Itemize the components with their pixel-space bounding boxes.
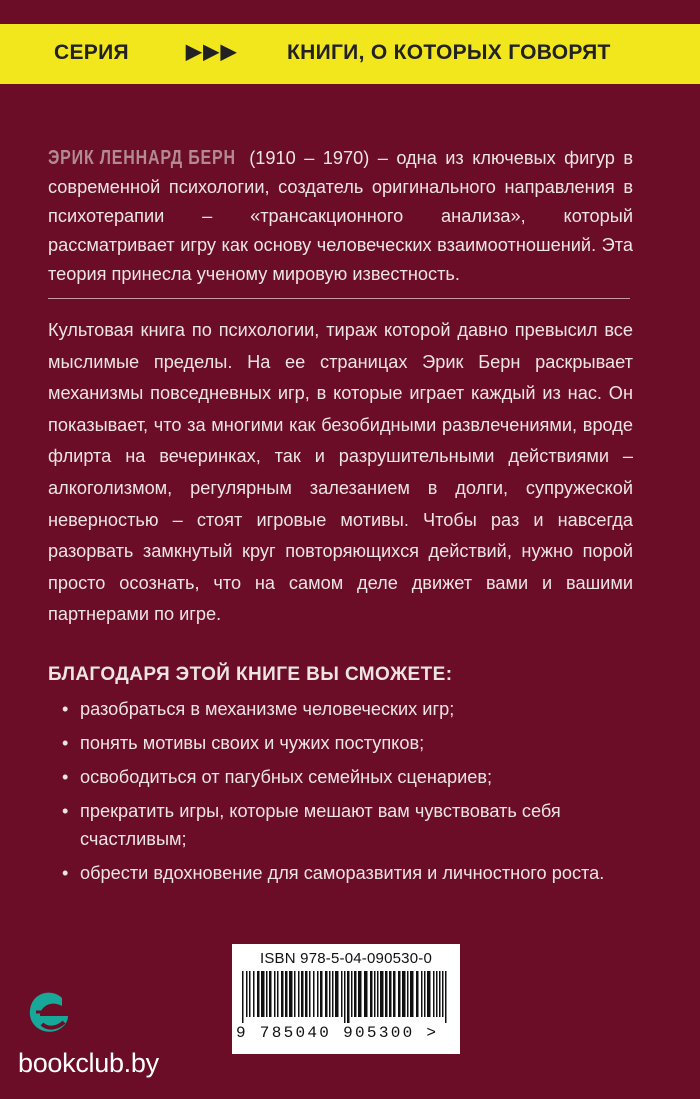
barcode-bar (439, 971, 441, 1017)
barcode-bar (301, 971, 304, 1017)
author-bio (48, 144, 633, 289)
barcode-bar (309, 971, 311, 1017)
series-banner (0, 24, 700, 84)
barcode-bar (402, 971, 406, 1017)
list-item-text: понять мотивы своих и чужих поступков; (80, 733, 425, 753)
eksmo-e-logo-icon (22, 986, 74, 1038)
bullet-icon: • (62, 767, 69, 787)
barcode-bar (298, 971, 300, 1017)
barcode-bar (341, 971, 343, 1017)
list-item-text: обрести вдохновение для саморазвития и личностного роста. (80, 863, 605, 883)
list-item (62, 695, 622, 723)
barcode-bar (325, 971, 328, 1017)
barcode-bar (335, 971, 339, 1017)
barcode-bar (253, 971, 255, 1017)
isbn-number: ISBN 978-5-04-090530-0 (259, 950, 432, 967)
barcode-bar (269, 971, 272, 1017)
series-arrows-icon: ▶▶▶ (186, 41, 239, 63)
barcode-bar (410, 971, 414, 1017)
barcode-bar (344, 971, 346, 1023)
section-divider (48, 298, 630, 299)
barcode-bar (242, 971, 244, 1023)
barcode-bar (358, 971, 362, 1017)
barcode-bar (246, 971, 248, 1017)
author-name: ЭРИК ЛЕННАРД БЕРН (48, 147, 236, 169)
barcode-bar (281, 971, 284, 1017)
barcode-bar (393, 971, 396, 1017)
barcode-bar (294, 971, 296, 1017)
list-item (62, 859, 622, 887)
barcode-bars (238, 971, 454, 1023)
barcode-bar (385, 971, 388, 1017)
barcode-bar (257, 971, 260, 1017)
barcode-bar (289, 971, 293, 1017)
barcode-bar (351, 971, 353, 1017)
barcode-bar (354, 971, 357, 1017)
barcode-bar (427, 971, 431, 1017)
barcode-bar (398, 971, 401, 1017)
barcode-bar (389, 971, 392, 1017)
list-item (62, 729, 622, 757)
barcode-bar (433, 971, 435, 1017)
site-name: bookclub.by (18, 1048, 159, 1078)
barcode-bar (374, 971, 376, 1017)
barcode-bar (407, 971, 409, 1017)
barcode-bar (442, 971, 444, 1017)
barcode-bar (261, 971, 265, 1017)
barcode-bar (380, 971, 384, 1017)
barcode-digits: 9 785040 905300 > (236, 1024, 439, 1042)
author-bio-text: (1910 – 1970) – одна из ключевых фигур в современной психологии, создатель оригинального направления в психотерапии – «трансакционного анализа», который рассматривает игру как основу человеческих взаимоотношений. Эта теория принесла ученому мировую известность. (48, 148, 633, 284)
barcode-bar (377, 971, 379, 1017)
barcode-bar (329, 971, 331, 1017)
bullet-icon: • (62, 863, 69, 883)
barcode-bar (266, 971, 268, 1017)
barcode-bar (370, 971, 373, 1017)
barcode-bar (249, 971, 251, 1017)
book-description: Культовая книга по психологии, тираж которой давно превысил все мыслимые пределы. На ее страницах Эрик Берн раскрывает механизмы повседневных игр, в которые играет каждый из нас. Он показывает, что за многими как безобидными развлечениями, вроде флирта на вечеринках, так и разрушительными действиями – алкоголизмом, регулярным залезанием в долги, супружеской неверностью – стоят игровые мотивы. Чтобы раз и навсегда разорвать замкнутый круг повторяющихся действий, нужно порой просто осознать, что на самом деле движет вами и вашими партнерами по игре. (48, 320, 633, 625)
barcode-bar (274, 971, 276, 1017)
barcode-bar (421, 971, 423, 1017)
barcode-bar (445, 971, 447, 1023)
series-name: КНИГИ, О КОТОРЫХ ГОВОРЯТ (287, 41, 611, 64)
barcode-bar (436, 971, 438, 1017)
list-item (62, 763, 622, 791)
list-item-text: разобраться в механизме человеческих игр; (80, 699, 455, 719)
barcode-bar (364, 971, 368, 1017)
list-item-text: прекратить игры, которые мешают вам чувствовать себя счастливым; (80, 801, 561, 849)
barcode-bar (332, 971, 334, 1017)
barcode-bar (320, 971, 323, 1017)
isbn-barcode (232, 944, 460, 1054)
barcode-bar (285, 971, 288, 1017)
bullet-icon: • (62, 733, 69, 753)
barcode-bar (313, 971, 315, 1017)
benefits-list (62, 695, 622, 893)
barcode-bar (277, 971, 279, 1017)
bullet-icon: • (62, 699, 69, 719)
barcode-bar (305, 971, 308, 1017)
series-label: СЕРИЯ (54, 41, 129, 64)
barcode-bar (347, 971, 350, 1023)
list-item (62, 797, 622, 853)
barcode-bar (317, 971, 319, 1017)
barcode-bar (416, 971, 419, 1017)
bullet-icon: • (62, 801, 69, 821)
benefits-heading: БЛАГОДАРЯ ЭТОЙ КНИГЕ ВЫ СМОЖЕТЕ: (48, 664, 453, 685)
list-item-text: освободиться от пагубных семейных сценариев; (80, 767, 493, 787)
barcode-bar (424, 971, 426, 1017)
